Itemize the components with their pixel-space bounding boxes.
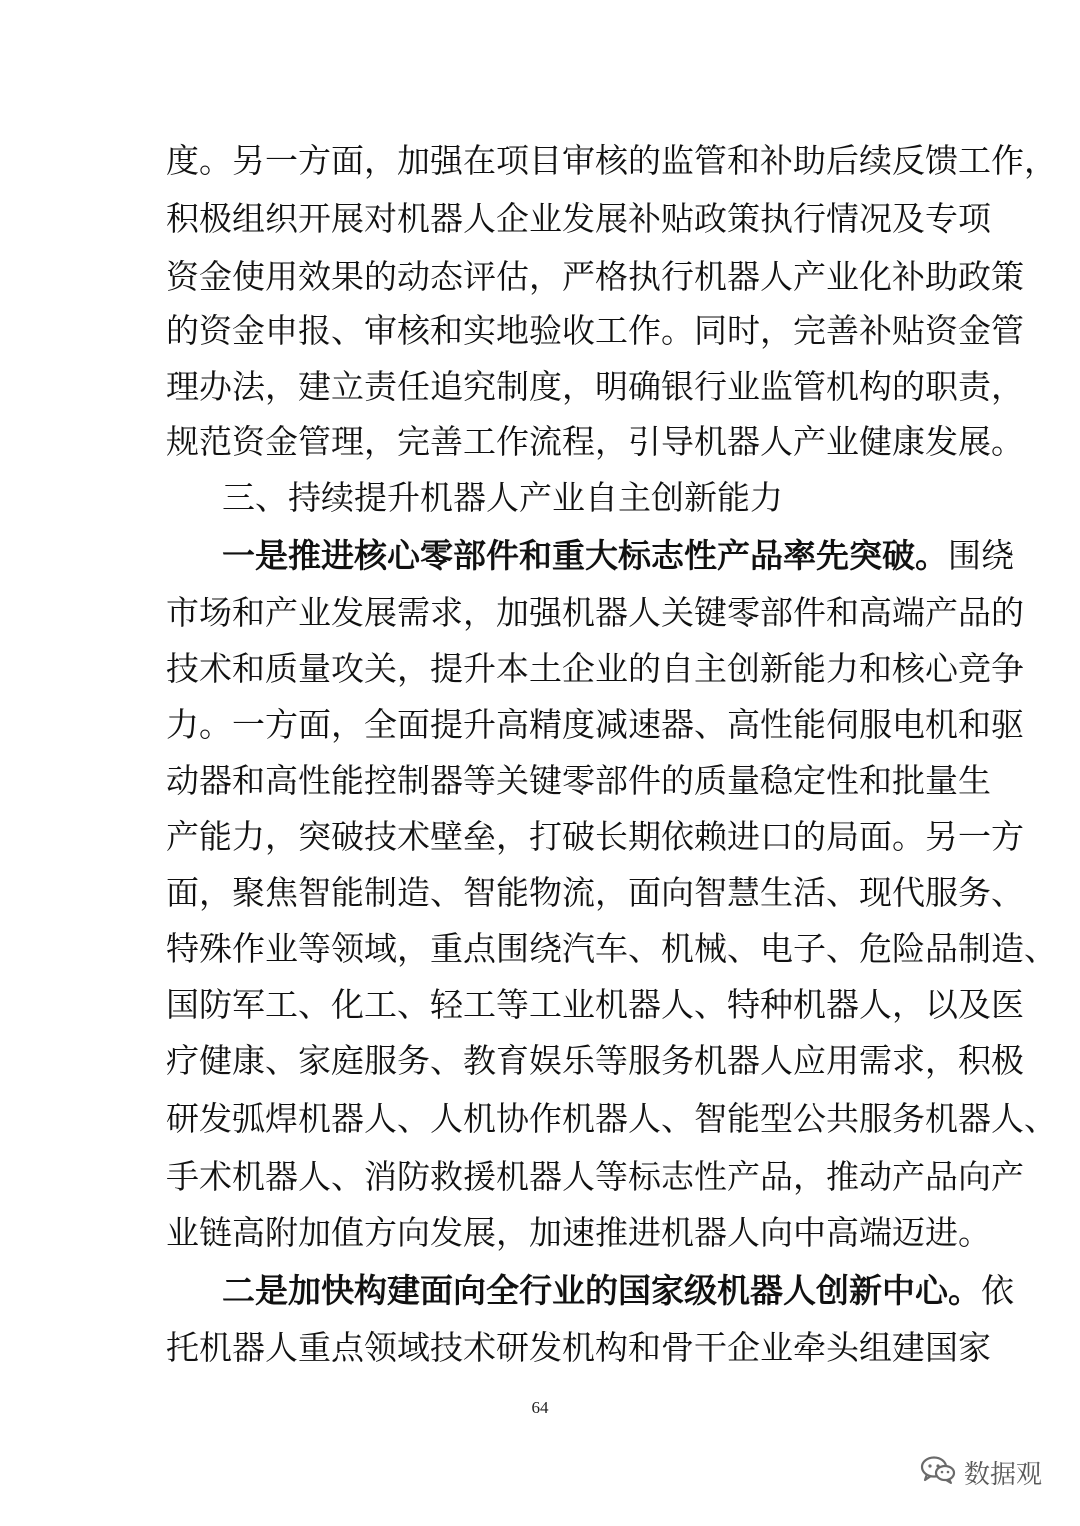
para1-line-12: 业链高附加值方向发展，加速推进机器人向中高端迈进。 [166,1213,991,1252]
para1-first-line [222,528,1014,584]
para1-line-9: 疗健康、家庭服务、教育娱乐等服务机器人应用需求，积极 [166,1041,1024,1080]
para2-bold-lead: 二是加快构建面向全行业的国家级机器人创新中心。 [222,1271,981,1310]
watermark [920,1450,1042,1494]
para1-line-6: 面，聚焦智能制造、智能物流，面向智慧生活、现代服务、 [166,873,1024,912]
para2-line-1: 托机器人重点领域技术研发机构和骨干企业牵头组建国家 [166,1328,991,1367]
para1-line-1: 市场和产业发展需求，加强机器人关键零部件和高端产品的 [166,593,1024,632]
para1-bold-lead: 一是推进核心零部件和重大标志性产品率先突破。 [222,536,948,575]
section-heading: 三、持续提升机器人产业自主创新能力 [222,478,783,517]
body-line-2: 积极组织开展对机器人企业发展补贴政策执行情况及专项 [166,199,991,238]
para1-line-5: 产能力，突破技术壁垒，打破长期依赖进口的局面。另一方 [166,817,1024,856]
watermark-text: 数据观 [963,1459,1042,1490]
para1-line-3: 力。一方面，全面提升高精度减速器、高性能伺服电机和驱 [166,705,1024,744]
body-line-6: 规范资金管理，完善工作流程，引导机器人产业健康发展。 [166,422,1024,461]
page-number: 64 [531,1398,549,1417]
para2-first-tail: 依 [981,1271,1014,1310]
body-line-4: 的资金申报、审核和实地验收工作。同时，完善补贴资金管 [166,311,1024,350]
body-line-5: 理办法，建立责任追究制度，明确银行业监管机构的职责， [166,367,1024,406]
body-line-1: 度。另一方面，加强在项目审核的监管和补助后续反馈工作， [166,141,1057,180]
para1-line-10: 研发弧焊机器人、人机协作机器人、智能型公共服务机器人、 [166,1099,1057,1138]
body-line-3: 资金使用效果的动态评估，严格执行机器人产业化补助政策 [166,257,1024,296]
wechat-icon [920,1455,956,1489]
para1-first-tail: 围绕 [948,536,1014,575]
para2-first-line [222,1263,1014,1319]
para1-line-4: 动器和高性能控制器等关键零部件的质量稳定性和批量生 [166,761,991,800]
para1-line-2: 技术和质量攻关，提升本土企业的自主创新能力和核心竞争 [166,649,1024,688]
para1-line-8: 国防军工、化工、轻工等工业机器人、特种机器人，以及医 [166,985,1024,1024]
para1-line-7: 特殊作业等领域，重点围绕汽车、机械、电子、危险品制造、 [166,929,1057,968]
para1-line-11: 手术机器人、消防救援机器人等标志性产品，推动产品向产 [166,1157,1024,1196]
